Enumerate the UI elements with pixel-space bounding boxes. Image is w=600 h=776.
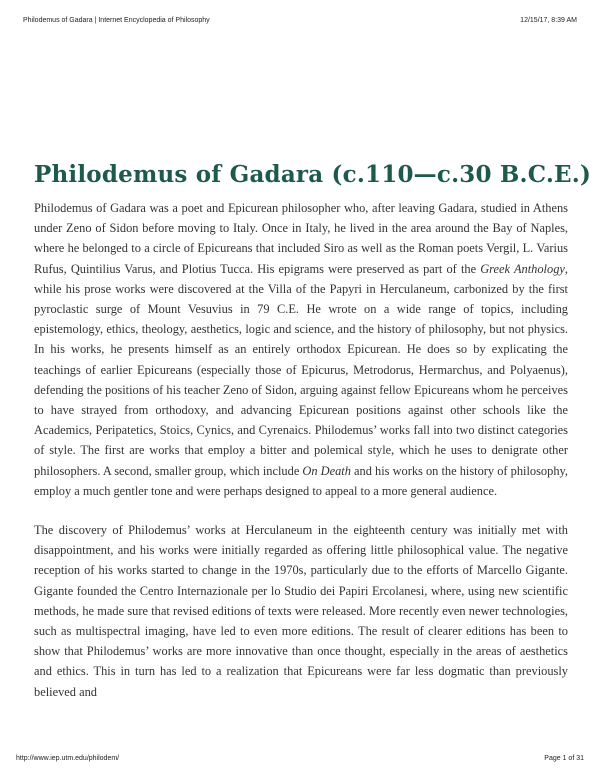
print-header-datetime: 12/15/17, 8:39 AM — [520, 17, 577, 24]
print-header-page-title: Philodemus of Gadara | Internet Encyclopedia of Philosophy — [23, 17, 210, 24]
article-title: Philodemus of Gadara (c.110—c.30 B.C.E.) — [34, 161, 592, 188]
print-header — [23, 17, 577, 29]
page-number: Page 1 of 31 — [544, 755, 584, 762]
intro-paragraph-2: The discovery of Philodemus’ works at Herculaneum in the eighteenth century was initially met with disappointment, and his works were initially regarded as offering little philosophical value. The negative reception of his works started to change in the 1970s, particularly due to the efforts of Marcello Gigante. Gigante founded the Centro Internazionale per lo Studio dei Papiri Ercolanesi, where, using new scientific methods, he made sure that revised editions of texts were released. More recently even newer technologies, such as multispectral imaging, have led to even more editions. The result of clearer editions has been to show that Philodemus’ works are more innovative than once thought, especially in the areas of aesthetics and ethics. This in turn has led to a realization that Epicureans were far less dogmatic than previously believed and — [34, 523, 568, 699]
paragraph-1-text-c: and his works on the history of philosophy, employ a much gentler tone and were perhaps designed to appeal to a more general audience. — [34, 463, 569, 498]
paragraph-1-text-a: Philodemus of Gadara was a poet and Epicurean philosopher who, after leaving Gadara, studied in Athens under Zeno of Sidon before moving to Italy. Once in Italy, he lived in the area around the Bay of Naples, where he belonged to a circle of Epicureans that included Siro as well as the Roman poets Vergil, L. Varius Rufus, Quintilius Varus, and Plotius Tucca. His epigrams were preserved as part of the — [34, 201, 568, 276]
article-body — [34, 160, 592, 721]
greek-anthology-title: Greek Anthology — [480, 261, 565, 276]
intro-paragraph-1 — [34, 198, 568, 501]
print-footer — [16, 755, 584, 767]
paragraph-1-text-b: , while his prose works were discovered at the Villa of the Papyri in Herculaneum, carbonized by the first pyroclastic surge of Mount Vesuvius in 79 C.E. He wrote on a wide range of topics, including epistemology, ethics, theology, aesthetics, logic and science, and the history of philosophy, but not physics. In his works, he presents himself as an entirely orthodox Epicurean. He does so by explicating the teachings of earlier Epicureans (especially those of Epicurus, Metrodorus, Hermarchus, and Polyaenus), defending the positions of his teacher Zeno of Sidon, arguing against fellow Epicureans whom he perceives to have strayed from orthodoxy, and advancing Epicurean positions against other schools like the Academics, Peripatetics, Stoics, Cynics, and Cyrenaics. Philodemus’ works fall into two distinct categories of style. The first are works that employ a bitter and polemical style, which he uses to denigrate other philosophers. A second, smaller group, which include — [34, 261, 568, 478]
on-death-title: On Death — [302, 463, 351, 478]
page-url-link[interactable]: http://www.iep.utm.edu/philodem/ — [16, 755, 120, 762]
